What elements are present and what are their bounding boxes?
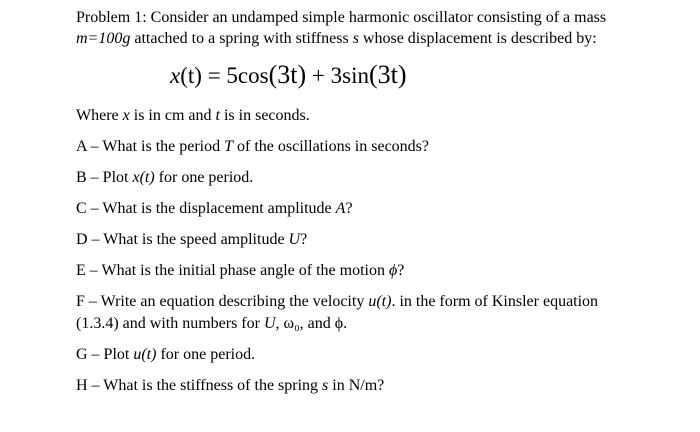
- question-g-post: for one period.: [156, 346, 256, 363]
- question-a-pre: A – What is the period: [76, 138, 225, 155]
- eq-term2-coef: 3sin: [330, 63, 369, 88]
- eq-plus: +: [306, 63, 331, 88]
- question-c-pre: C – What is the displacement amplitude: [76, 200, 336, 217]
- question-a-symbol: T: [224, 138, 234, 155]
- units-note: [76, 106, 310, 126]
- question-g-symbol: u(t): [133, 346, 157, 363]
- question-d-symbol: U: [288, 231, 301, 248]
- question-e-post: ?: [397, 262, 405, 279]
- question-f-line-1: [76, 292, 598, 312]
- question-f-line-2: [76, 314, 347, 334]
- question-b-pre: B – Plot: [76, 169, 133, 186]
- question-f2-pre: (1.3.4) and with numbers for: [76, 315, 264, 332]
- question-f-post: . in the form of Kinsler equation: [391, 293, 599, 310]
- intro-end-text: whose displacement is described by:: [358, 30, 597, 47]
- question-d-pre: D – What is the speed amplitude: [76, 231, 289, 248]
- question-b-symbol: x(t): [132, 169, 155, 186]
- eq-term1-arg: (3t): [268, 60, 307, 89]
- units-pre: Where: [76, 107, 123, 124]
- question-f-symbol: u(t): [368, 293, 392, 310]
- eq-term1-coef: 5cos: [226, 63, 269, 88]
- stiffness-symbol: s: [352, 30, 359, 47]
- eq-equals: =: [201, 63, 227, 88]
- intro-mid-text: attached to a spring with stiffness: [130, 30, 353, 47]
- question-f2-post: , ω₀, and ϕ.: [275, 315, 348, 332]
- question-a: [76, 137, 429, 157]
- problem-intro-line-2: [76, 29, 597, 49]
- question-g: [76, 345, 255, 365]
- question-e: [76, 261, 404, 281]
- eq-term2-arg: (3t): [368, 60, 407, 89]
- question-h-post: in N/m?: [328, 377, 385, 394]
- question-c-symbol: A: [335, 200, 346, 217]
- question-b-post: for one period.: [154, 169, 254, 186]
- units-t: t: [215, 107, 220, 124]
- displacement-equation: [170, 60, 407, 91]
- question-h-pre: H – What is the stiffness of the spring: [76, 377, 323, 394]
- units-mid: is in cm and: [129, 107, 216, 124]
- question-h: [76, 376, 384, 396]
- mass-value: m=100g: [76, 30, 131, 47]
- eq-lhs-arg: (t): [180, 63, 202, 88]
- eq-lhs-var: x: [170, 63, 181, 88]
- problem-intro-text: Problem 1: Consider an undamped simple harmonic oscillator consisting of a mass: [76, 9, 607, 26]
- question-b: [76, 168, 253, 188]
- problem-intro-line-1: [76, 8, 606, 28]
- question-c: [76, 199, 353, 219]
- question-c-post: ?: [345, 200, 353, 217]
- question-f-pre: F – Write an equation describing the velocity: [76, 293, 369, 310]
- question-d: [76, 230, 307, 250]
- question-g-pre: G – Plot: [76, 346, 134, 363]
- question-d-post: ?: [300, 231, 308, 248]
- units-x: x: [122, 107, 130, 124]
- question-h-symbol: s: [322, 377, 329, 394]
- question-f2-symbol: U: [263, 315, 276, 332]
- question-e-pre: E – What is the initial phase angle of the motion: [76, 262, 389, 279]
- question-e-symbol: ϕ: [388, 262, 398, 279]
- question-a-post: of the oscillations in seconds?: [233, 138, 429, 155]
- units-post: is in seconds.: [219, 107, 310, 124]
